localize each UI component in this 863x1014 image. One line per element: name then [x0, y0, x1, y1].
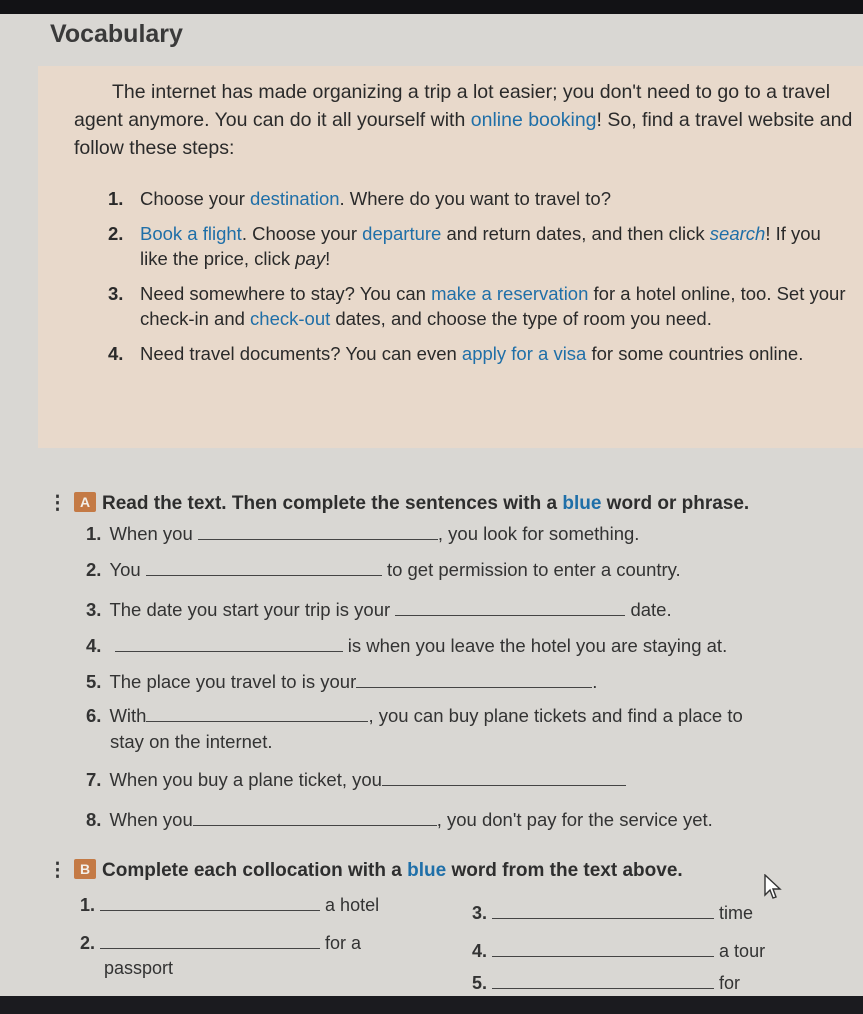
- collocation-blank-2[interactable]: [100, 932, 320, 949]
- collocation-blank-3[interactable]: [492, 902, 714, 919]
- item-number: 8.: [86, 809, 102, 830]
- mouse-cursor-icon: [764, 874, 782, 900]
- vocab-search: search: [709, 223, 766, 244]
- vocab-destination: destination: [250, 188, 340, 209]
- section-title: Vocabulary: [50, 20, 183, 48]
- vocab-book-a-flight: Book a flight: [140, 223, 242, 244]
- exercise-a-badge: A: [74, 492, 96, 512]
- step-text: ! If you like the price, click: [140, 223, 821, 269]
- collocation-4: [472, 940, 765, 962]
- sentence-2: [86, 558, 681, 582]
- answer-blank-7[interactable]: [382, 769, 626, 786]
- sentence-6-line-2: stay on the internet.: [110, 731, 273, 752]
- collocation-word: for a: [325, 933, 362, 953]
- item-number: 2.: [86, 559, 102, 580]
- vocab-make-a-reservation: make a reservation: [431, 283, 589, 304]
- sentence-1: [86, 522, 639, 546]
- step-number: 1.: [108, 188, 124, 209]
- instruction-text: Read the text. Then complete the sentences with a: [102, 493, 563, 514]
- step-text: . Choose your: [241, 223, 363, 244]
- item-number: 3.: [86, 599, 102, 620]
- textbook-page: [0, 14, 863, 996]
- word-pay: pay: [295, 248, 326, 269]
- collocation-word: for: [719, 973, 741, 993]
- collocation-word: time: [719, 903, 754, 923]
- top-shadow: [0, 0, 863, 14]
- instruction-text: Complete each collocation with a: [102, 860, 408, 881]
- item-number: 1.: [80, 895, 96, 915]
- sentence-text: , you look for something.: [437, 523, 640, 544]
- sentence-text: is when you leave the hotel you are staying at.: [347, 635, 728, 656]
- intro-text-1: The internet has made organizing a trip a lot easier; you don't need to go to a travel agent anymore. You can do it all yourself with: [74, 81, 831, 131]
- item-number: 3.: [472, 903, 488, 923]
- step-text: !: [325, 248, 331, 269]
- item-number: 5.: [472, 973, 488, 993]
- step-number: 4.: [108, 343, 124, 364]
- step-text: Need somewhere to stay? You can: [140, 283, 432, 304]
- sentence-text: to get permission to enter a country.: [386, 559, 681, 580]
- collocation-blank-1[interactable]: [100, 894, 320, 911]
- collocation-3: [472, 902, 753, 924]
- collocation-2-line-2: passport: [104, 958, 174, 978]
- step-text: . Where do you want to travel to?: [339, 188, 612, 209]
- collocation-blank-4[interactable]: [492, 940, 714, 957]
- answer-blank-2[interactable]: [146, 559, 382, 576]
- step-3: [108, 281, 848, 331]
- collocation-5: [472, 972, 740, 994]
- step-text: Need travel documents? You can even: [140, 343, 462, 364]
- step-text: Choose your: [140, 188, 251, 209]
- sentence-text: When you buy a plane ticket, you: [109, 769, 382, 790]
- vocab-departure: departure: [362, 223, 442, 244]
- audio-dots-icon: ⋮: [48, 860, 67, 881]
- sentence-text: The date you start your trip is your: [109, 599, 391, 620]
- sentence-6: [86, 704, 743, 728]
- step-text: and return dates, and then click: [441, 223, 710, 244]
- item-number: 7.: [86, 769, 102, 790]
- vocab-check-out: check-out: [250, 308, 331, 329]
- collocation-1: [80, 894, 379, 916]
- vocab-online-booking: online booking: [470, 109, 597, 131]
- answer-blank-6[interactable]: [146, 705, 368, 722]
- step-text: for some countries online.: [586, 343, 804, 364]
- sentence-text: With: [109, 705, 147, 726]
- answer-blank-5[interactable]: [356, 671, 592, 688]
- instruction-text: word from the text above.: [446, 860, 683, 881]
- intro-text-2: ! So, find a travel website and follow these steps:: [74, 109, 853, 159]
- item-number: 1.: [86, 523, 102, 544]
- item-number: 2.: [80, 933, 96, 953]
- bottom-shadow: [0, 996, 863, 1014]
- instruction-blue-word: blue: [562, 493, 602, 514]
- item-number: 4.: [86, 635, 102, 656]
- collocation-2: [80, 932, 361, 954]
- sentence-text: , you don't pay for the service yet.: [436, 809, 713, 830]
- step-text: for a hotel online, too. Set your check-in and: [140, 283, 846, 329]
- sentence-text: .: [592, 671, 598, 692]
- exercise-b-instruction: [48, 859, 848, 882]
- step-4: [108, 341, 848, 366]
- exercise-a-instruction: [48, 492, 848, 515]
- sentence-text: The place you travel to is your: [109, 671, 357, 692]
- step-number: 3.: [108, 283, 124, 304]
- sentence-text: You: [109, 559, 141, 580]
- step-text: dates, and choose the type of room you need.: [330, 308, 712, 329]
- sentence-7: [86, 768, 626, 792]
- answer-blank-3[interactable]: [395, 599, 625, 616]
- exercise-b-badge: B: [74, 859, 96, 879]
- answer-blank-4[interactable]: [115, 635, 343, 652]
- item-number: 4.: [472, 941, 488, 961]
- instruction-blue-word: blue: [407, 860, 447, 881]
- item-number: 6.: [86, 705, 102, 726]
- collocation-word: a tour: [719, 941, 766, 961]
- steps-list: [108, 186, 848, 376]
- instruction-text: word or phrase.: [601, 493, 750, 514]
- sentence-text: date.: [630, 599, 672, 620]
- step-2: [108, 221, 848, 271]
- sentence-4: [86, 634, 727, 658]
- sentence-8: [86, 808, 713, 832]
- sentence-5: [86, 670, 597, 694]
- collocation-word: a hotel: [325, 895, 380, 915]
- collocation-blank-5[interactable]: [492, 972, 714, 989]
- step-number: 2.: [108, 223, 124, 244]
- answer-blank-1[interactable]: [198, 523, 438, 540]
- sentence-text: When you: [109, 523, 193, 544]
- intro-paragraph: [74, 78, 859, 162]
- sentence-text: When you: [109, 809, 193, 830]
- answer-blank-8[interactable]: [193, 809, 437, 826]
- vocab-apply-for-a-visa: apply for a visa: [461, 343, 587, 364]
- sentence-3: [86, 598, 672, 622]
- sentence-text: , you can buy plane tickets and find a place to: [368, 705, 743, 726]
- step-1: [108, 186, 848, 211]
- audio-dots-icon: ⋮: [48, 493, 67, 514]
- item-number: 5.: [86, 671, 102, 692]
